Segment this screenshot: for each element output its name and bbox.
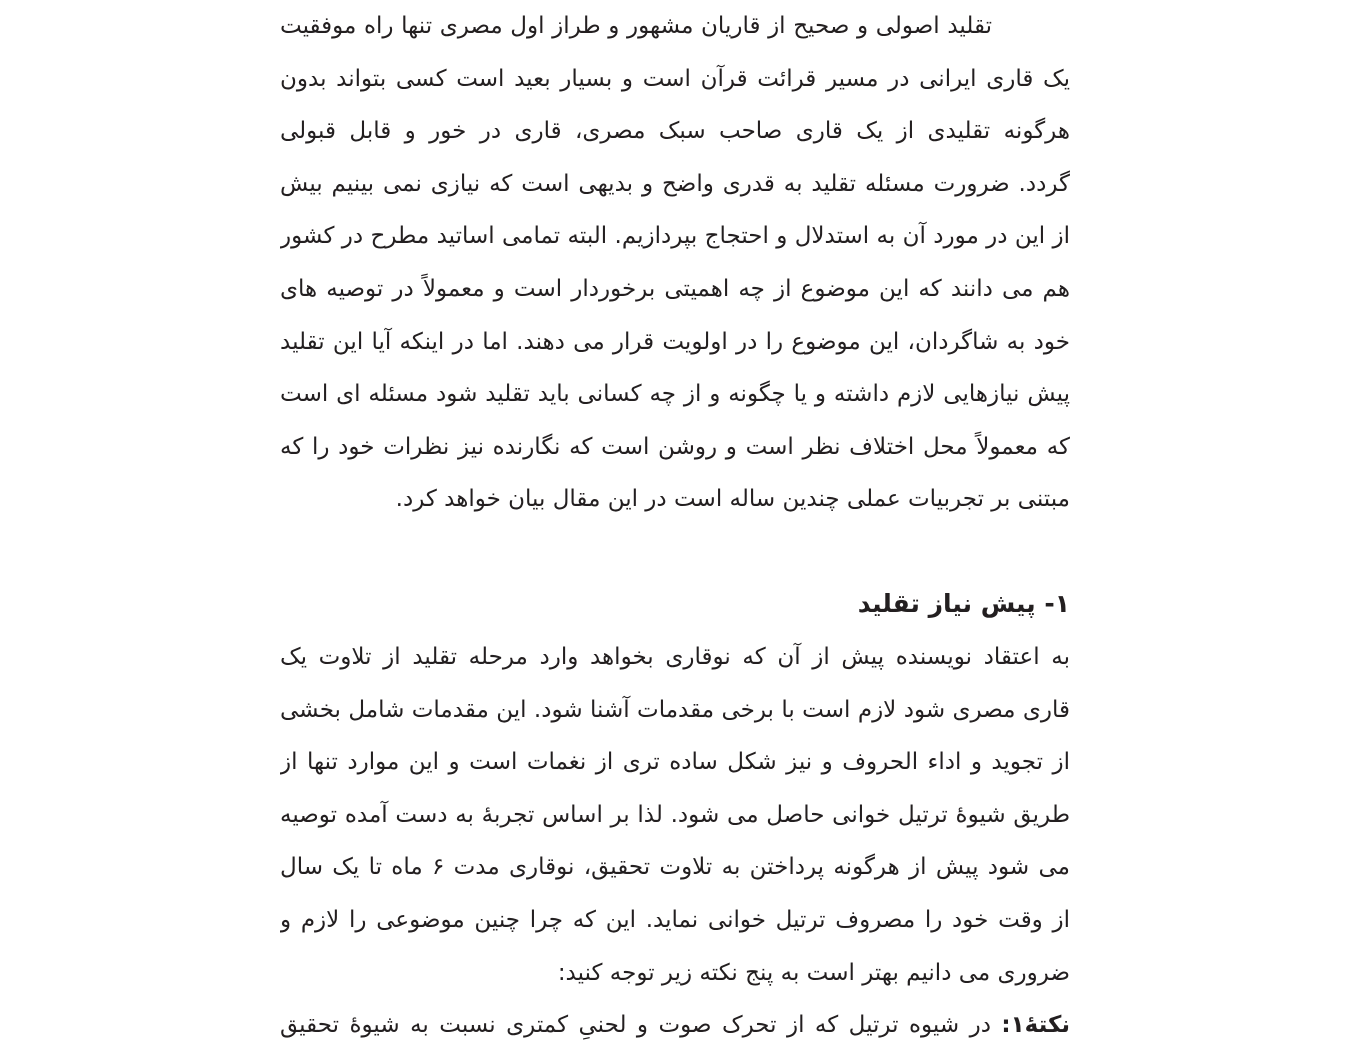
text-line: از تجوید و اداء الحروف و نیز شکل ساده تری از نغمات است و این موارد تنها از [280,749,1070,776]
text-line: یک قاری ایرانی در مسیر قرائت قرآن است و بسیار بعید است کسی بتواند بدون [280,65,1070,92]
text-line: ضروری می دانیم بهتر است به پنج نکته زیر توجه کنید: [557,959,1070,986]
text-line: هرگونه تقلیدی از یک قاری صاحب سبک مصری، قاری در خور و قابل قبولی [280,118,1070,145]
text-line: از وقت خود را مصروف ترتیل خوانی نماید. این که چرا چنین موضوعی را لازم و [280,906,1070,933]
text-line: می شود پیش از هرگونه پرداختن به تلاوت تحقیق، نوقاری مدت ۶ ماه تا یک سال [280,854,1070,881]
text-line: گردد. ضرورت مسئله تقلید به قدری واضح و بدیهی است که نیازی نمی بینیم بیش [280,170,1070,197]
text-line: پیش نیازهایی لازم داشته و یا چگونه و از چه کسانی باید تقلید شود مسئله ای است [280,381,1070,408]
text-line: که معمولاً محل اختلاف نظر است و روشن است که نگارنده نیز نظرات خود را که [280,433,1070,460]
text-line: به اعتقاد نویسنده پیش از آن که نوقاری بخواهد وارد مرحله تقلید از تلاوت یک [280,644,1070,670]
note-label: نکتهٔ۱: [1001,1012,1070,1039]
text-line: از این در مورد آن به استدلال و احتجاج بپردازیم. البته تمامی اساتید مطرح در کشور [280,223,1070,250]
text-line: خود به شاگردان، این موضوع را در اولویت قرار می دهند. اما در اینکه آیا این تقلید [280,328,1070,355]
text-line: هم می دانند که این موضوع از چه اهمیتی برخوردار است و معمولاً در توصیه های [280,275,1070,302]
text-line: مبتنی بر تجربیات عملی چندین ساله است در این مقال بیان خواهد کرد. [395,486,1070,513]
text-line: قاری مصری شود لازم است با برخی مقدمات آشنا شود. این مقدمات شامل بخشی [280,696,1070,723]
paragraph-prerequisite [280,631,1070,1052]
text-line: تقلید اصولی و صحیح از قاریان مشهور و طراز اول مصری تنها راه موفقیت [280,13,992,39]
paragraph-intro [280,0,1070,526]
note-text: در شیوه ترتیل که از تحرک صوت و لحنیِ کمتری نسبت به شیوهٔ تحقیق [280,1012,1002,1039]
section-heading: ۱- پیش نیاز تقلید [857,589,1070,618]
text-line: طریق شیوهٔ ترتیل خوانی حاصل می شود. لذا بر اساس تجربهٔ به دست آمده توصیه [280,801,1070,828]
